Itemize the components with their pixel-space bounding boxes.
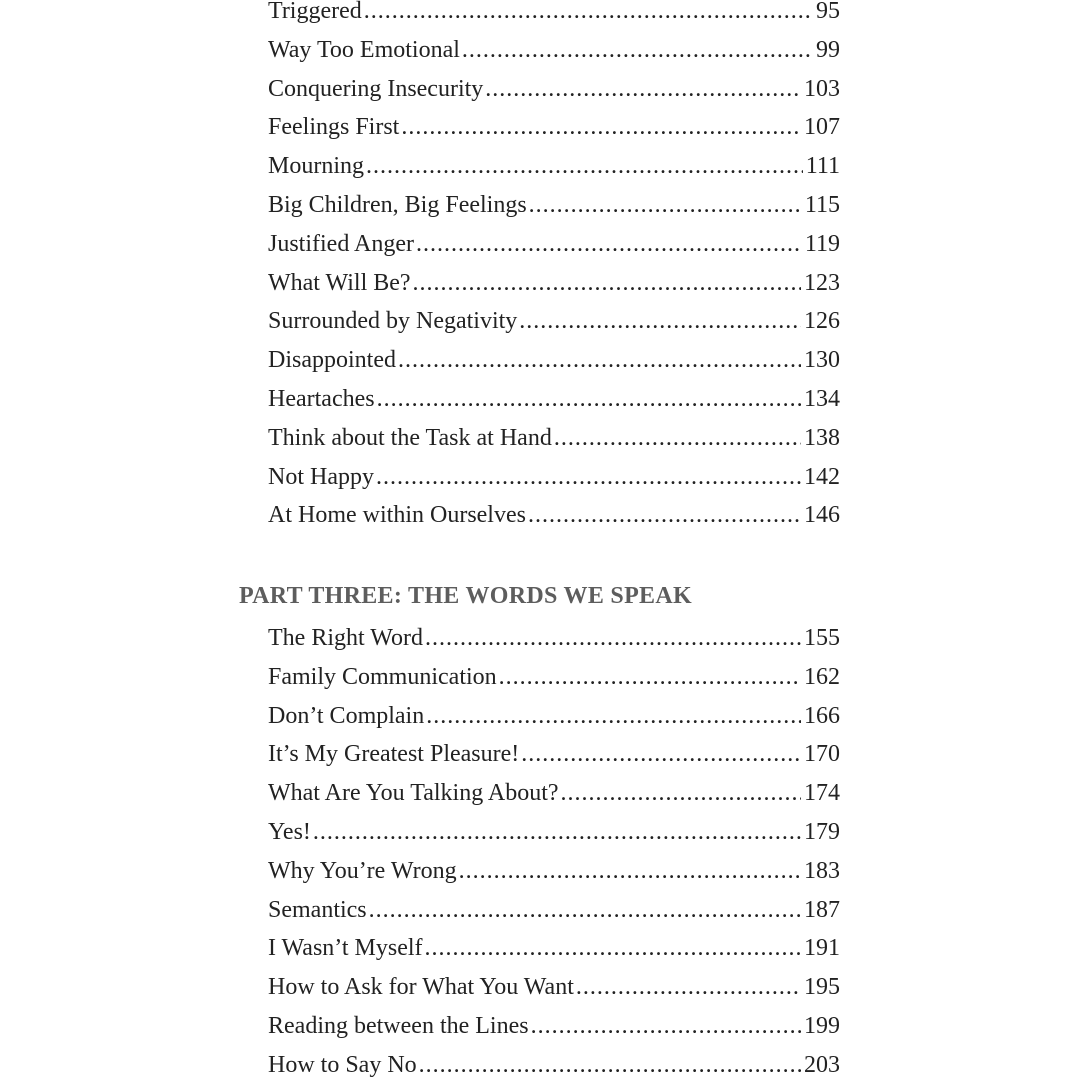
- toc-entry-title: Heartaches: [268, 385, 375, 412]
- dot-leader: [561, 774, 801, 813]
- dot-leader: [377, 380, 801, 419]
- dot-leader: [459, 852, 801, 891]
- toc-entry: [268, 813, 840, 852]
- toc-entry-page-number: 170: [804, 741, 840, 768]
- toc-entry-title: Surrounded by Negativity: [268, 308, 518, 335]
- toc-entry-title: Not Happy: [268, 463, 374, 490]
- toc-entry-title: How to Say No: [268, 1051, 417, 1078]
- dot-leader: [425, 929, 802, 968]
- part-two-entry-list: [268, 0, 840, 535]
- dot-leader: [419, 1046, 801, 1085]
- toc-entry-page-number: 130: [804, 347, 840, 374]
- toc-entry-title: Justified Anger: [268, 230, 414, 257]
- toc-entry: [268, 380, 840, 419]
- toc-entry: [268, 147, 840, 186]
- toc-entry-title: Yes!: [268, 818, 311, 845]
- toc-entry-title: Semantics: [268, 896, 367, 923]
- toc-entry-page-number: 203: [804, 1051, 840, 1078]
- toc-entry: [268, 852, 840, 891]
- dot-leader: [416, 225, 802, 264]
- toc-entry: [268, 496, 840, 535]
- toc-entry-title: Big Children, Big Feelings: [268, 191, 527, 218]
- toc-entry-page-number: 107: [804, 114, 840, 141]
- dot-leader: [485, 70, 801, 109]
- dot-leader: [398, 341, 801, 380]
- dot-leader: [499, 658, 801, 697]
- part-three-entry-list: [268, 619, 840, 1085]
- toc-entry: [268, 458, 840, 497]
- toc-entry-page-number: 119: [804, 230, 840, 257]
- dot-leader: [364, 0, 813, 31]
- toc-entry-page-number: 191: [804, 935, 840, 962]
- toc-entry: [268, 31, 840, 70]
- toc-entry-title: Way Too Emotional: [268, 36, 460, 63]
- toc-entry-page-number: 123: [804, 269, 840, 296]
- toc-entry-title: Mourning: [268, 153, 364, 180]
- toc-entry-page-number: 138: [804, 424, 840, 451]
- toc-entry: [268, 70, 840, 109]
- toc-entry: [268, 891, 840, 930]
- toc-entry-title: Why You’re Wrong: [268, 857, 457, 884]
- dot-leader: [528, 496, 801, 535]
- toc-entry-page-number: 162: [804, 663, 840, 690]
- toc-entry-title: What Will Be?: [268, 269, 411, 296]
- dot-leader: [413, 264, 801, 303]
- dot-leader: [313, 813, 801, 852]
- toc-entry-page-number: 134: [804, 385, 840, 412]
- dot-leader: [521, 735, 801, 774]
- toc-entry-page-number: 187: [804, 896, 840, 923]
- dot-leader: [462, 31, 813, 70]
- toc-entry-page-number: 126: [804, 308, 840, 335]
- dot-leader: [529, 186, 802, 225]
- toc-entry-title: Don’t Complain: [268, 702, 425, 729]
- toc-entry: [268, 658, 840, 697]
- toc-entry-page-number: 103: [804, 75, 840, 102]
- toc-entry-page-number: 142: [804, 463, 840, 490]
- toc-entry: [268, 929, 840, 968]
- toc-entry: [268, 1046, 840, 1085]
- toc-entry-title: Family Communication: [268, 663, 497, 690]
- toc-entry: [268, 1007, 840, 1046]
- toc-entry-page-number: 111: [805, 153, 840, 180]
- toc-entry-title: Triggered: [268, 0, 362, 24]
- toc-entry-title: It’s My Greatest Pleasure!: [268, 741, 520, 768]
- toc-entry-page-number: 199: [804, 1012, 840, 1039]
- toc-entry: [268, 264, 840, 303]
- toc-entry: [268, 619, 840, 658]
- toc-entry-title: The Right Word: [268, 625, 423, 651]
- toc-entry-title: Conquering Insecurity: [268, 75, 484, 102]
- toc-entry-title: Disappointed: [268, 347, 396, 374]
- dot-leader: [376, 458, 801, 497]
- toc-entry-page-number: 146: [804, 502, 840, 529]
- toc-entry-title: What Are You Talking About?: [268, 780, 559, 807]
- toc-entry-title: I Wasn’t Myself: [268, 935, 423, 962]
- toc-entry-page-number: 155: [804, 625, 840, 651]
- toc-entry: [268, 108, 840, 147]
- toc-entry-page-number: 179: [804, 818, 840, 845]
- toc-entry-title: Think about the Task at Hand: [268, 424, 552, 451]
- toc-entry-title: Reading between the Lines: [268, 1012, 529, 1039]
- toc-entry: [268, 302, 840, 341]
- toc-entry-page-number: 183: [804, 857, 840, 884]
- dot-leader: [531, 1007, 801, 1046]
- dot-leader: [519, 302, 801, 341]
- dot-leader: [576, 968, 801, 1007]
- toc-entry: [268, 968, 840, 1007]
- toc-entry: [268, 186, 840, 225]
- dot-leader: [369, 891, 801, 930]
- toc-entry-title: At Home within Ourselves: [268, 502, 526, 529]
- toc-entry-title: How to Ask for What You Want: [268, 974, 574, 1001]
- toc-entry-page-number: 174: [804, 780, 840, 807]
- toc-entry: [268, 735, 840, 774]
- toc-entry: [268, 419, 840, 458]
- dot-leader: [425, 619, 801, 658]
- dot-leader: [554, 419, 801, 458]
- dot-leader: [401, 108, 801, 147]
- dot-leader: [426, 697, 801, 736]
- toc-entry: [268, 697, 840, 736]
- toc-entry-page-number: 99: [816, 36, 840, 63]
- toc-entry: [268, 225, 840, 264]
- toc-entry-page-number: 166: [804, 702, 840, 729]
- toc-entry: [268, 774, 840, 813]
- toc-entry-title: Feelings First: [268, 114, 400, 141]
- toc-entry-page-number: 95: [816, 0, 840, 24]
- dot-leader: [366, 147, 803, 186]
- part-three-heading: PART THREE: THE WORDS WE SPEAK: [239, 583, 692, 609]
- toc-entry: [268, 0, 840, 31]
- toc-entry: [268, 341, 840, 380]
- toc-entry-page-number: 195: [804, 974, 840, 1001]
- toc-entry-page-number: 115: [804, 191, 840, 218]
